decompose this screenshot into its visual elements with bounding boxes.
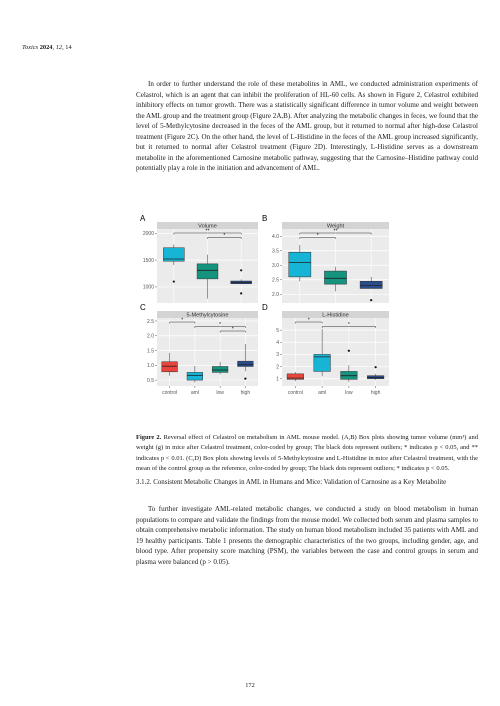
panel-letter: D (262, 303, 268, 312)
y-tick-label: 2.5 (147, 318, 154, 325)
x-tick-label: high (370, 390, 381, 396)
outlier-point (348, 350, 350, 352)
body-paragraph-2 (136, 504, 478, 567)
box (162, 362, 178, 372)
journal-year: 2024 (39, 44, 53, 51)
outlier-point (240, 269, 242, 271)
y-tick-label: 3 (276, 352, 279, 359)
outlier-point (244, 378, 246, 380)
facet-title: Volume (198, 223, 217, 230)
y-tick-label: 1500 (142, 257, 154, 264)
significance-label: ** (205, 228, 210, 235)
panel-d (262, 303, 389, 396)
x-tick-label: high (240, 390, 251, 396)
y-tick-label: 3.5 (272, 248, 279, 255)
box (289, 252, 311, 277)
figure-caption-text: Reversal effect of Celastrol on metabolism in AML mouse model. (A,B) Box plots showing tumor volume (mm³) and weight (g) in mice after Celastrol treatment, color-coded by group; The black dots represent outliers; * indicates p < 0.05, and ** indicates p < 0.01. (C,D) Box plots showing levels of 5-Methylcytosine and L-Histidine in mice after Celastrol treatment, with the mean of the control group as the reference, color-coded by group; The black dots represent outliers; * indicates p < 0.05. (136, 434, 478, 472)
significance-label: ** (333, 228, 338, 235)
x-tick-label: aml (190, 390, 199, 396)
figure-caption-label: Figure 2. (136, 434, 162, 441)
y-tick-label: 1000 (142, 284, 154, 291)
outlier-point (370, 299, 372, 301)
outlier-point (240, 292, 242, 294)
significance-label: * (316, 233, 319, 240)
panel-c (140, 303, 258, 396)
y-tick-label: 2 (276, 364, 279, 371)
box (324, 271, 346, 284)
x-tick-label: control (287, 390, 303, 396)
figure-2 (138, 213, 480, 416)
journal-name: Toxics (22, 44, 39, 51)
y-tick-label: 1 (276, 376, 279, 383)
y-tick-label: 4.0 (272, 234, 279, 241)
journal-header: Toxics 2024, 12, 14 (22, 44, 72, 51)
x-tick-label: control (162, 390, 178, 396)
section-heading: 3.1.2. Consistent Metabolic Changes in AML in Humans and Mice: Validation of Carnosine as a Key Metabolite (136, 479, 447, 486)
page-number: 172 (245, 682, 255, 689)
y-tick-label: 1.0 (147, 363, 154, 370)
x-tick-label: low (345, 390, 353, 396)
plot-background (157, 318, 258, 386)
box (360, 281, 382, 288)
outlier-point (173, 280, 175, 282)
panel-letter: C (140, 303, 146, 312)
facet-title: Weight (326, 223, 345, 230)
significance-label: * (307, 317, 310, 324)
panel-letter: B (262, 214, 268, 223)
journal-issue: 14 (65, 44, 72, 51)
box (197, 264, 218, 279)
box (187, 372, 203, 380)
box (212, 366, 228, 372)
outlier-point (375, 366, 377, 368)
panel-letter: A (140, 214, 146, 223)
figure-2-plots (138, 213, 480, 411)
significance-label: * (347, 322, 350, 329)
box (238, 361, 254, 366)
x-tick-label: low (216, 390, 224, 396)
body-paragraph-2-text: To further investigate AML-related metabolic changes, we conducted a study on blood metabolism in human populations to compare and validate the findings from the mouse model. We collected both serum and plasma samples to obtain comprehensive metabolic information. The study on human blood metabolism included 35 patients with AML and 19 healthy participants. Table 1 presents the demographic characteristics of the two groups, including gender, age, and blood type. After propensity score matching (PSM), the variables between the case and control groups in serum and plasma were balanced (p > 0.05). (136, 505, 478, 566)
body-paragraph-1 (136, 79, 478, 174)
facet-title: L-Histidine (322, 312, 349, 319)
y-tick-label: 2000 (142, 231, 154, 238)
journal-volume: 12 (55, 44, 63, 51)
figure-caption (136, 433, 478, 474)
significance-label: * (219, 322, 222, 329)
y-tick-label: 4 (276, 340, 279, 347)
y-tick-label: 5 (276, 327, 279, 334)
panel-b (262, 214, 389, 303)
y-tick-label: 2.0 (147, 333, 154, 340)
y-tick-label: 2.5 (272, 277, 279, 284)
y-tick-label: 0.5 (147, 377, 154, 384)
facet-title: 5-Methylcytosine (186, 312, 229, 319)
body-paragraph-1-text: In order to further understand the role of these metabolites in AML, we conducted administration experiments of Celastrol, which is an agent that can inhibit the proliferation of HL-60 cells. As shown in Figure 2, Celastrol exhibited inhibitory effects on tumor growth. There was a statistically significant difference in tumor volume and weight between the AML group and the treatment group (Figure 2A,B). After analyzing the metabolic changes in feces, we found that the level of 5-Methylcytosine decreased in the feces of the AML group, but it returned to normal after high-dose Celastrol treatment (Figure 2C). On the other hand, the level of L-Histidine in the feces of the AML group increased significantly, but it returned to normal after Celastrol treatment (Figure 2D). Interestingly, L-Histidine serves as a downstream metabolite in the aforementioned Carnosine metabolic pathway, suggesting that the Carnosine–Histidine pathway could potentially play a role in the initiation and advancement of AML. (136, 80, 478, 173)
y-tick-label: 3.0 (272, 263, 279, 270)
significance-label: * (181, 317, 184, 324)
y-tick-label: 1.5 (147, 348, 154, 355)
y-tick-label: 2.0 (272, 292, 279, 299)
significance-label: * (231, 326, 234, 333)
significance-label: * (223, 233, 226, 240)
panel-a (140, 214, 258, 303)
x-tick-label: aml (318, 390, 327, 396)
